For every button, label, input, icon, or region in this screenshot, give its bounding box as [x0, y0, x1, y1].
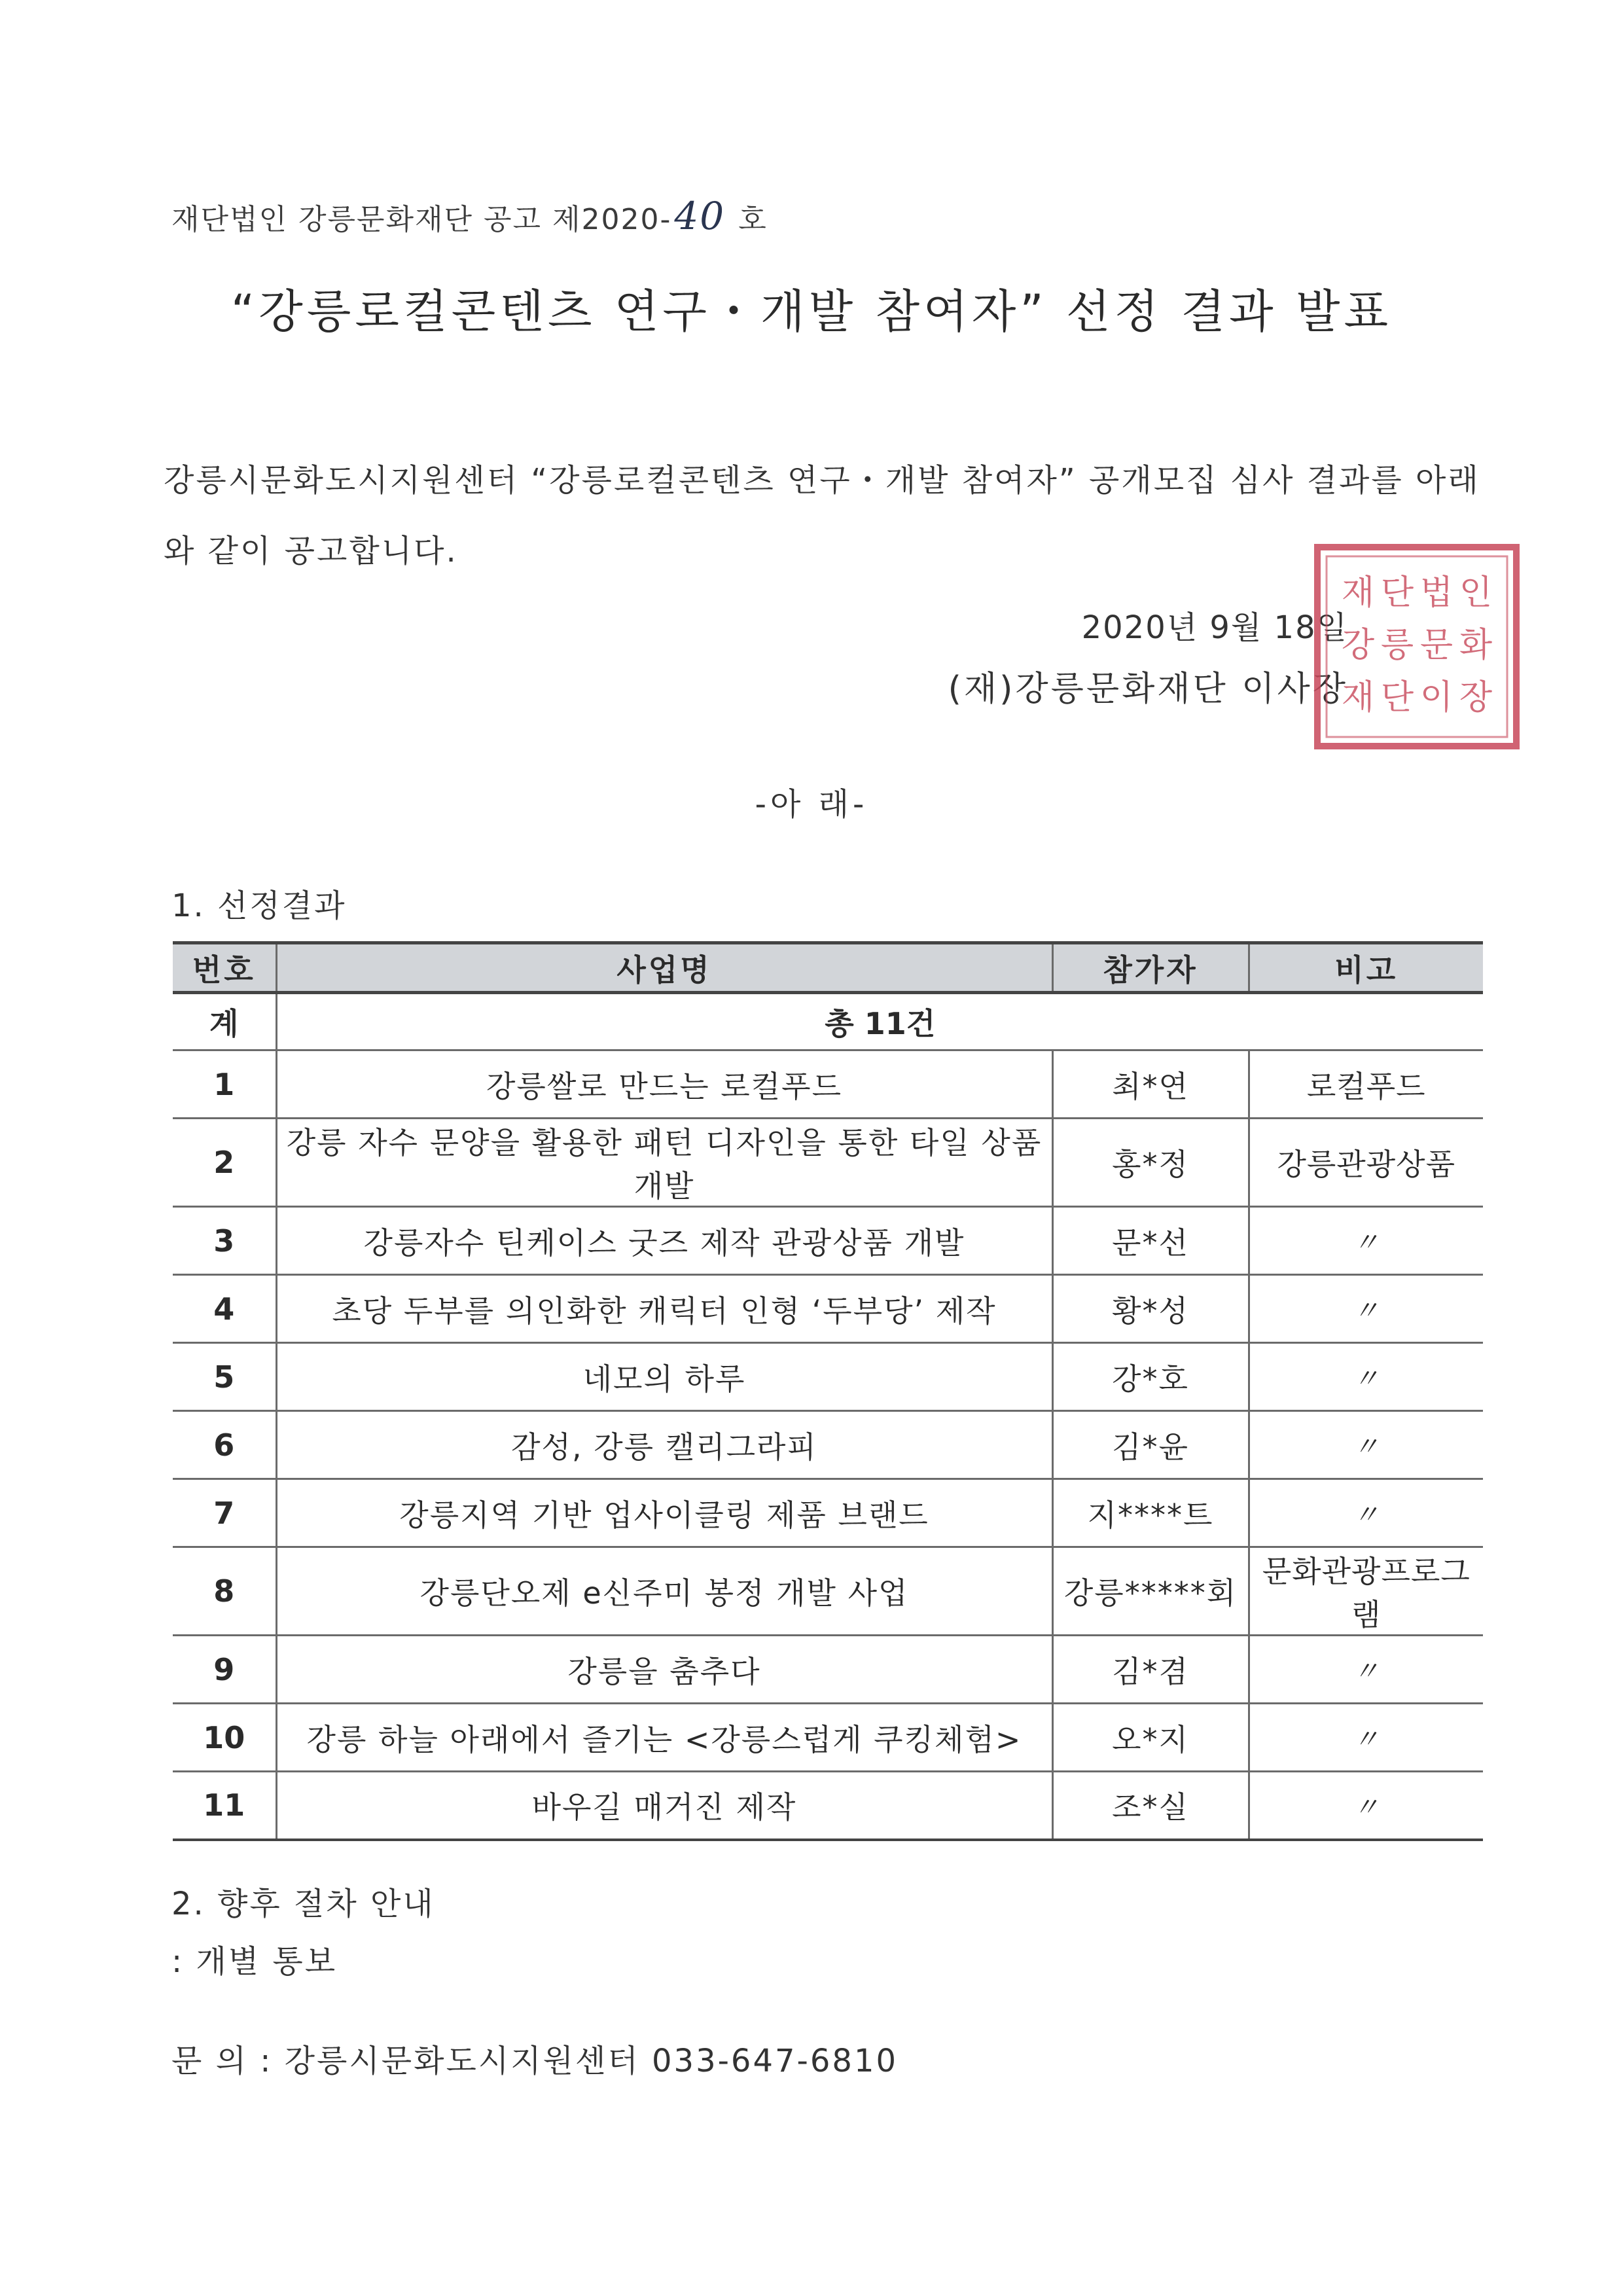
svg-text:강: 강 [1341, 626, 1375, 665]
svg-text:법: 법 [1419, 573, 1454, 613]
svg-text:단: 단 [1380, 573, 1414, 613]
section2-heading: 2. 향후 절차 안내 [171, 1886, 435, 1922]
row-note: 〃 [1249, 1411, 1483, 1479]
official-seal-stamp [1312, 542, 1522, 751]
total-label: 계 [173, 993, 276, 1050]
notice-prefix: 재단법인 강릉문화재단 공고 제2020- [171, 203, 672, 236]
table-header-row [173, 943, 1483, 993]
notice-suffix: 호 [738, 203, 768, 236]
row-number: 4 [173, 1275, 276, 1343]
notice-handwritten-number: 40 [674, 194, 726, 238]
row-project-name: 강릉자수 틴케이스 굿즈 제작 관광상품 개발 [276, 1207, 1052, 1275]
svg-text:장: 장 [1459, 678, 1493, 717]
contact-info: 문 의 : 강릉시문화도시지원센터 033-647-6810 [171, 2043, 899, 2079]
row-participant: 조*실 [1052, 1772, 1249, 1840]
row-number: 5 [173, 1343, 276, 1411]
below-marker: -아 래- [755, 786, 868, 823]
row-participant: 최*연 [1052, 1050, 1249, 1119]
svg-text:단: 단 [1380, 678, 1414, 717]
row-number: 1 [173, 1050, 276, 1119]
intro-paragraph: 강릉시문화도시지원센터 “강릉로컬콘텐츠 연구・개발 참여자” 공개모집 심사 결과를 아래와 같이 공고합니다. [164, 462, 1480, 569]
row-project-name: 초당 두부를 의인화한 캐릭터 인형 ‘두부당’ 제작 [276, 1275, 1052, 1343]
table-row [173, 1275, 1483, 1343]
row-number: 2 [173, 1119, 276, 1207]
row-note: 〃 [1249, 1704, 1483, 1772]
table-row [173, 1547, 1483, 1636]
row-note: 〃 [1249, 1343, 1483, 1411]
notice-number-line [171, 194, 768, 238]
row-participant: 문*선 [1052, 1207, 1249, 1275]
row-number: 8 [173, 1547, 276, 1636]
svg-text:이: 이 [1419, 678, 1454, 717]
row-note: 문화관광프로그램 [1249, 1547, 1483, 1636]
signer-name: (재)강릉문화재단 이사장 [948, 670, 1348, 709]
header-note: 비고 [1249, 943, 1483, 993]
row-note: 〃 [1249, 1275, 1483, 1343]
row-project-name: 네모의 하루 [276, 1343, 1052, 1411]
row-note: 〃 [1249, 1772, 1483, 1840]
row-participant: 홍*정 [1052, 1119, 1249, 1207]
row-project-name: 강릉쌀로 만드는 로컬푸드 [276, 1050, 1052, 1119]
row-project-name: 바우길 매거진 제작 [276, 1772, 1052, 1840]
announcement-date: 2020년 9월 18일 [1081, 609, 1348, 646]
table-row [173, 1207, 1483, 1275]
section1-heading: 1. 선정결과 [171, 888, 347, 924]
row-project-name: 강릉 하늘 아래에서 즐기는 <강릉스럽게 쿠킹체험> [276, 1704, 1052, 1772]
row-participant: 황*성 [1052, 1275, 1249, 1343]
row-number: 11 [173, 1772, 276, 1840]
row-project-name: 강릉지역 기반 업사이클링 제품 브랜드 [276, 1479, 1052, 1547]
row-number: 7 [173, 1479, 276, 1547]
table-row [173, 1343, 1483, 1411]
table-row [173, 1704, 1483, 1772]
row-number: 3 [173, 1207, 276, 1275]
section2-detail: : 개별 통보 [171, 1943, 338, 1980]
svg-text:릉: 릉 [1380, 626, 1414, 665]
header-number: 번호 [173, 943, 276, 993]
row-number: 6 [173, 1411, 276, 1479]
svg-text:재: 재 [1341, 573, 1375, 613]
row-number: 9 [173, 1636, 276, 1704]
row-note: 〃 [1249, 1207, 1483, 1275]
row-note: 강릉관광상품 [1249, 1119, 1483, 1207]
header-project: 사업명 [276, 943, 1052, 993]
header-participant: 참가자 [1052, 943, 1249, 993]
row-participant: 오*지 [1052, 1704, 1249, 1772]
total-row [173, 993, 1483, 1050]
row-project-name: 강릉 자수 문양을 활용한 패턴 디자인을 통한 타일 상품 개발 [276, 1119, 1052, 1207]
row-participant: 지****트 [1052, 1479, 1249, 1547]
document-title: “강릉로컬콘텐츠 연구・개발 참여자” 선정 결과 발표 [230, 285, 1393, 338]
svg-text:문: 문 [1419, 626, 1454, 665]
table-row [173, 1479, 1483, 1547]
table-row [173, 1636, 1483, 1704]
table-row [173, 1119, 1483, 1207]
row-note: 〃 [1249, 1479, 1483, 1547]
table-row [173, 1050, 1483, 1119]
row-project-name: 강릉단오제 e신주미 봉정 개발 사업 [276, 1547, 1052, 1636]
row-note: 로컬푸드 [1249, 1050, 1483, 1119]
table-row [173, 1411, 1483, 1479]
row-participant: 김*겸 [1052, 1636, 1249, 1704]
svg-text:재: 재 [1341, 678, 1375, 717]
row-project-name: 감성, 강릉 캘리그라피 [276, 1411, 1052, 1479]
table-row [173, 1772, 1483, 1840]
results-table [173, 941, 1483, 1841]
row-participant: 김*윤 [1052, 1411, 1249, 1479]
row-participant: 강릉*****회 [1052, 1547, 1249, 1636]
total-value: 총 11건 [276, 993, 1483, 1050]
row-participant: 강*호 [1052, 1343, 1249, 1411]
svg-text:인: 인 [1459, 573, 1493, 613]
row-note: 〃 [1249, 1636, 1483, 1704]
row-number: 10 [173, 1704, 276, 1772]
row-project-name: 강릉을 춤추다 [276, 1636, 1052, 1704]
svg-text:화: 화 [1459, 626, 1493, 665]
